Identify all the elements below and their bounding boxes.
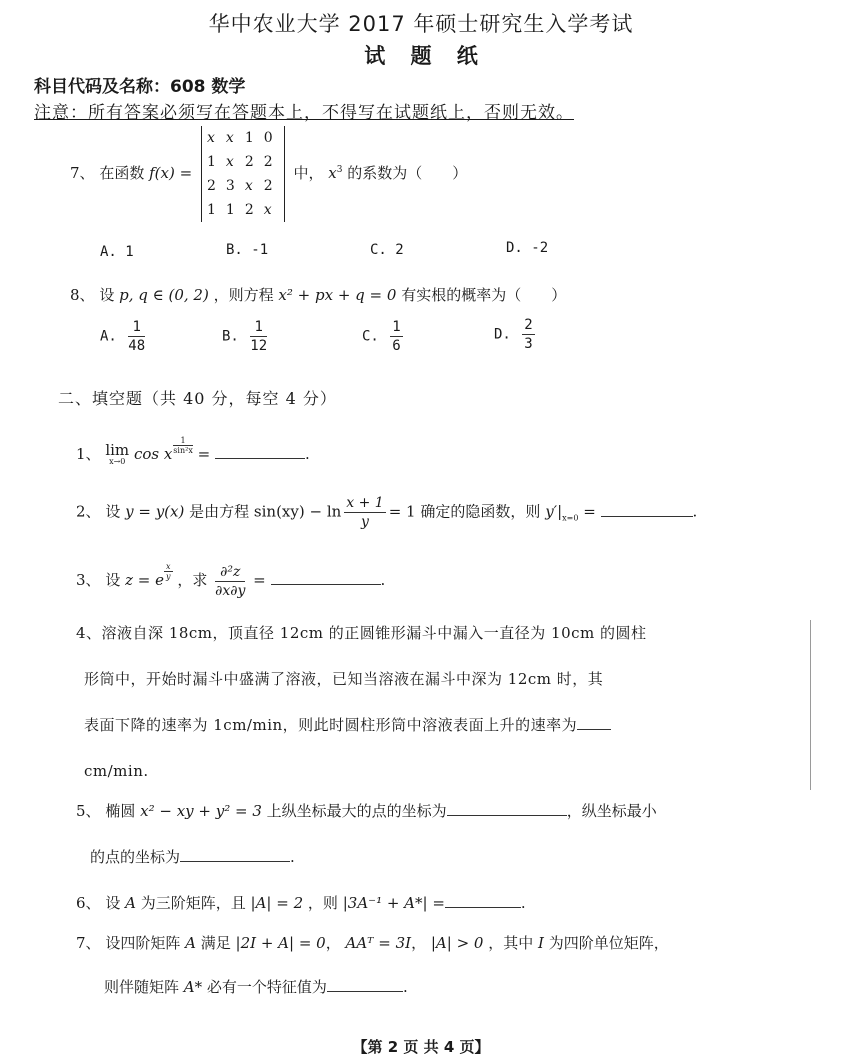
math-expr: A xyxy=(185,934,196,952)
condition-expr: p, q ∈ (0, 2) xyxy=(119,286,209,304)
matrix-cell: x xyxy=(225,130,234,146)
question-text: 椭圆 xyxy=(105,802,136,820)
math-expr: A* xyxy=(183,978,203,996)
question-text: 为四阶单位矩阵， xyxy=(548,934,669,952)
determinant-matrix xyxy=(201,126,285,222)
answer-blank xyxy=(215,444,305,459)
question-number: 7、 xyxy=(76,934,101,952)
question-text: 设 xyxy=(105,894,121,912)
question-text: 的点的坐标为 xyxy=(90,848,181,866)
math-expr: z = e xyxy=(125,571,165,589)
fraction xyxy=(522,316,534,353)
question-text: 设四阶矩阵 xyxy=(105,934,181,952)
matrix-cell: 1 xyxy=(206,154,216,170)
question-text: ，则方程 xyxy=(213,286,274,304)
question-text: ，其中 xyxy=(488,934,534,952)
lim-subscript: x→0 xyxy=(109,457,126,466)
question-text: 的系数为（ ） xyxy=(347,164,468,182)
question-text: 在函数 xyxy=(99,164,145,182)
fraction-numerator: 1 xyxy=(392,319,401,335)
lim-text: lim xyxy=(105,441,130,459)
fraction-denominator: 48 xyxy=(128,338,146,354)
fraction-denominator: y xyxy=(361,514,369,530)
period: . xyxy=(402,978,408,996)
fraction xyxy=(344,494,385,531)
question-number: 1、 xyxy=(76,445,101,463)
matrix-cell: x xyxy=(263,202,272,218)
question-text: 则伴随矩阵 xyxy=(104,978,180,996)
page-indicator: 【第 2 页 共 4 页】 xyxy=(352,1038,490,1056)
q8-option-c xyxy=(362,318,406,355)
answer-blank xyxy=(445,893,521,908)
fraction-numerator: 1 xyxy=(128,318,145,337)
fraction-numerator: ∂²z xyxy=(215,563,245,582)
question-text: 设 xyxy=(99,286,115,304)
question-number: 4、 xyxy=(76,624,102,642)
answer-blank xyxy=(180,847,290,862)
fraction-denominator: 3 xyxy=(524,336,533,352)
fill-question-3 xyxy=(76,562,385,600)
math-expr: y = y(x) xyxy=(125,502,185,521)
fraction xyxy=(128,318,145,355)
question-text: ，纵坐标最小 xyxy=(566,802,657,820)
question-text-line: 表面下降的速率为 1cm/min，则此时圆柱形筒中溶液表面上升的速率为 xyxy=(84,716,578,734)
option-label: D. xyxy=(494,326,511,343)
period: . xyxy=(692,502,698,521)
question-number: 3、 xyxy=(76,571,101,589)
answer-blank xyxy=(271,570,381,585)
question-text: ，求 xyxy=(177,571,208,589)
matrix-cell: 2 xyxy=(244,154,254,170)
fraction-denominator: 12 xyxy=(250,338,268,354)
fraction-numerator: 2 xyxy=(524,317,533,333)
exam-notice: 注意：所有答案必须写在答题本上，不得写在试题纸上，否则无效。 xyxy=(34,103,574,123)
question-text: 是由方程 xyxy=(189,502,250,521)
option-label: A. xyxy=(100,328,117,345)
fill-question-1 xyxy=(76,436,310,467)
period: . xyxy=(304,445,310,463)
choice-question-8 xyxy=(70,284,566,305)
fraction-denominator: sin²x xyxy=(173,446,193,455)
question-text: 设 xyxy=(105,571,121,589)
matrix-cell: x xyxy=(225,154,234,170)
question-text: 为三阶矩阵，且 xyxy=(140,894,246,912)
math-expr: A xyxy=(125,894,136,912)
question-number: 8、 xyxy=(70,286,95,304)
limit-expr: cos x xyxy=(133,445,173,463)
fill-question-6 xyxy=(76,892,526,913)
equation-expr: x² + px + q = 0 xyxy=(278,286,397,304)
period: . xyxy=(380,571,386,589)
matrix-cell: 3 xyxy=(225,178,235,194)
equals-sign: = xyxy=(197,445,215,463)
q7-option-b: B. -1 xyxy=(226,242,269,258)
answer-blank xyxy=(447,801,567,816)
matrix-cell: x xyxy=(206,130,215,146)
matrix-cell: 2 xyxy=(263,178,273,194)
question-text: ，则 xyxy=(307,894,338,912)
question-text-line: 形筒中，开始时漏斗中盛满了溶液，已知当溶液在漏斗中深为 12cm 时，其 xyxy=(84,670,604,688)
limit-operator xyxy=(105,443,129,467)
question-number: 2、 xyxy=(76,502,101,521)
matrix-cell: 1 xyxy=(206,202,216,218)
fill-question-7 xyxy=(76,932,669,953)
question-number: 5、 xyxy=(76,802,101,820)
exam-subtitle: 试 题 纸 xyxy=(364,44,478,68)
math-expr: = 1 xyxy=(388,502,416,521)
exponent-fraction xyxy=(173,436,193,455)
partial-derivative-fraction xyxy=(215,563,245,600)
equals-sign: = xyxy=(248,571,271,589)
exam-title: 华中农业大学 2017 年硕士研究生入学考试 xyxy=(208,12,634,36)
period: . xyxy=(520,894,526,912)
period: . xyxy=(290,848,295,866)
matrix-cell: 1 xyxy=(244,130,254,146)
fraction-denominator: ∂x∂y xyxy=(215,582,246,599)
question-text: 设 xyxy=(105,502,121,521)
term-expr: x xyxy=(328,164,337,182)
answer-blank xyxy=(601,502,693,517)
q7-option-a: A. 1 xyxy=(100,244,134,260)
fill-question-5-cont xyxy=(90,846,295,867)
matrix-cell: 2 xyxy=(244,202,254,218)
answer-blank xyxy=(577,715,611,730)
option-label: B. xyxy=(222,328,239,345)
fraction-denominator: 6 xyxy=(392,338,401,354)
question-text: 满足 xyxy=(200,934,231,952)
question-text-line: cm/min. xyxy=(84,762,149,780)
fraction-denominator: y xyxy=(166,572,171,581)
fill-question-4 xyxy=(76,622,647,782)
answer-blank xyxy=(327,977,403,992)
question-text: 上纵坐标最大的点的坐标为 xyxy=(266,802,447,820)
fill-question-7-cont xyxy=(104,976,408,997)
math-expr: |A| = 2 xyxy=(250,894,304,912)
math-expr: y′| xyxy=(545,502,563,521)
matrix-cell: 1 xyxy=(225,202,235,218)
question-text: 中， xyxy=(293,164,324,182)
matrix-cell: 0 xyxy=(263,130,273,146)
math-expr: I xyxy=(538,934,544,952)
fraction xyxy=(390,318,402,355)
separator: ， xyxy=(325,934,341,952)
q7-option-c: C. 2 xyxy=(370,242,404,258)
q7-option-d: D. -2 xyxy=(506,240,549,256)
q8-option-a xyxy=(100,318,148,355)
equals-sign: = xyxy=(578,502,601,521)
subject-code-name: 科目代码及名称：608 数学 xyxy=(34,77,246,97)
matrix-cell: x xyxy=(244,178,253,194)
math-expr: |A| > 0 xyxy=(430,934,484,952)
fraction-numerator: 1 xyxy=(173,436,193,446)
question-text: 确定的隐函数，则 xyxy=(420,502,541,521)
function-expr: f(x) = xyxy=(149,164,193,182)
fraction xyxy=(250,318,267,355)
question-text-line: 溶液自深 18cm，顶直径 12cm 的正圆锥形漏斗中漏入一直径为 10cm 的圆柱 xyxy=(101,624,647,642)
choice-question-7 xyxy=(70,126,467,222)
question-number: 7、 xyxy=(70,164,95,182)
exponent-fraction xyxy=(164,562,173,581)
fraction-numerator: 1 xyxy=(250,318,267,337)
matrix-cell: 2 xyxy=(206,178,216,194)
math-expr: x² − xy + y² = 3 xyxy=(140,802,262,820)
subscript: x=0 xyxy=(562,513,579,523)
q8-option-b xyxy=(222,318,270,355)
fill-question-5 xyxy=(76,800,657,821)
math-expr: sin(xy) − ln xyxy=(253,502,342,521)
math-expr: AAᵀ = 3I xyxy=(345,934,412,952)
matrix-cell: 2 xyxy=(263,154,273,170)
term-exponent: 3 xyxy=(336,165,343,175)
q8-option-d xyxy=(494,316,538,353)
question-text: 有实根的概率为（ ） xyxy=(401,286,567,304)
math-expr: |2I + A| = 0 xyxy=(235,934,326,952)
option-label: C. xyxy=(362,328,379,345)
fraction-numerator: x xyxy=(166,562,171,571)
separator: ， xyxy=(411,934,427,952)
section-heading-fill-in: 二、填空题（共 40 分，每空 4 分） xyxy=(58,389,337,408)
math-expr: |3A⁻¹ + A*| = xyxy=(342,894,445,912)
fraction-numerator: x + 1 xyxy=(346,495,384,511)
question-text: 必有一个特征值为 xyxy=(206,978,327,996)
question-number: 6、 xyxy=(76,894,101,912)
fill-question-2 xyxy=(76,494,697,531)
scan-margin-line xyxy=(810,620,811,790)
